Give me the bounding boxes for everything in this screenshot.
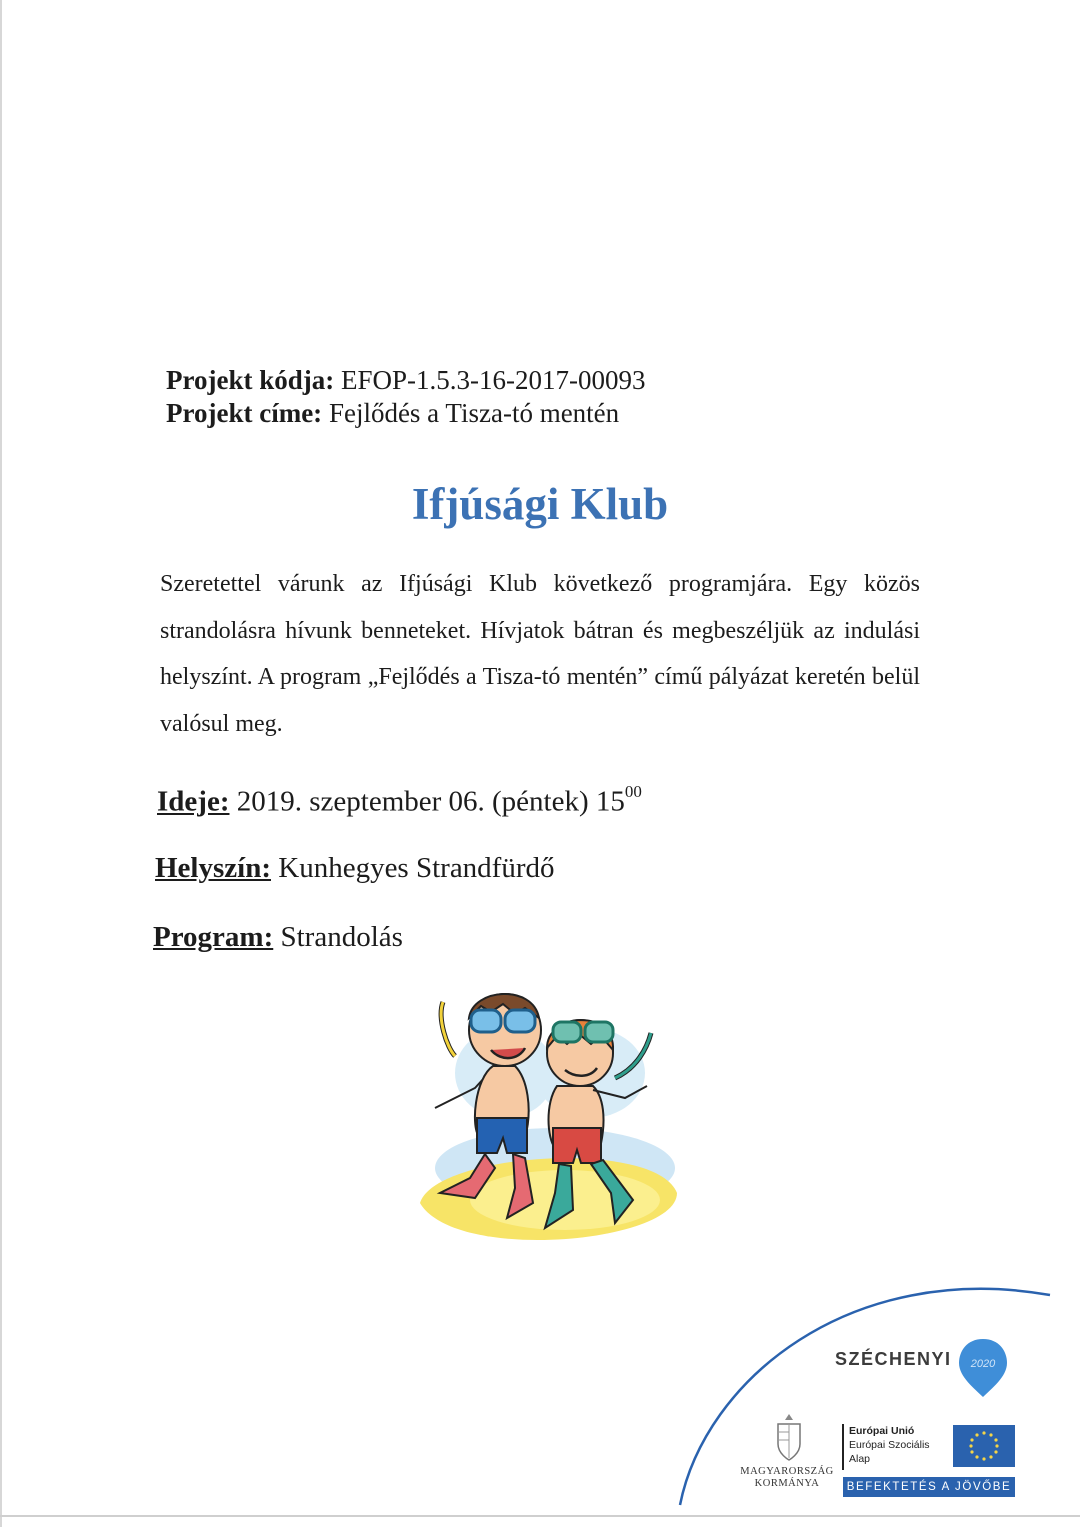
government-label xyxy=(732,1466,842,1490)
date-line xyxy=(157,782,642,819)
project-code-label: Projekt kódja: xyxy=(166,365,335,395)
hungarian-crest-icon xyxy=(772,1412,806,1462)
date-label: Ideje: xyxy=(157,785,230,818)
place-value: Kunhegyes Strandfürdő xyxy=(278,852,555,884)
program-value: Strandolás xyxy=(280,921,403,953)
scan-left-edge xyxy=(0,0,2,1527)
eu-banner: BEFEKTETÉS A JÖVŐBE xyxy=(843,1477,1015,1497)
project-title-label: Projekt címe: xyxy=(166,398,323,428)
place-label: Helyszín: xyxy=(155,852,271,884)
event-title: Ifjúsági Klub xyxy=(411,479,669,529)
project-code-line xyxy=(166,364,646,397)
government-line-1: MAGYARORSZÁG xyxy=(740,1466,834,1477)
date-value: 2019. szeptember 06. (péntek) 15 xyxy=(236,785,625,818)
program-line xyxy=(153,921,403,954)
eu-line-2: Európai Szociális xyxy=(849,1439,930,1451)
eu-flag-icon xyxy=(953,1425,1015,1467)
children-snorkeling-illustration xyxy=(415,978,683,1254)
eu-label xyxy=(849,1424,930,1466)
program-label: Program: xyxy=(153,921,274,953)
eu-line-3: Alap xyxy=(849,1453,871,1465)
project-info xyxy=(166,364,646,430)
szechenyi-pin-icon xyxy=(955,1337,1011,1399)
scan-bottom-edge xyxy=(0,1515,1080,1517)
intro-paragraph: Szeretettel várunk az Ifjúsági Klub következő programjára. Egy közös strandolásra hívunk benneteket. Hívjatok bátran és megbeszéljük az indulási helyszínt. A program „Fejlődés a Tisza-tó mentén” című pályázat keretén belül valósul meg. xyxy=(160,571,920,737)
government-line-2: KORMÁNYA xyxy=(754,1478,820,1489)
szechenyi-label: SZÉCHENYI xyxy=(835,1349,952,1369)
szechenyi-pin-text: 2020 xyxy=(970,1358,996,1370)
eu-line-1: Európai Unió xyxy=(849,1425,915,1437)
project-title-line xyxy=(166,397,646,430)
date-time-superscript: 00 xyxy=(624,782,642,801)
project-code-value: EFOP-1.5.3-16-2017-00093 xyxy=(341,365,646,395)
project-title-value: Fejlődés a Tisza-tó mentén xyxy=(328,398,620,428)
eu-divider xyxy=(842,1424,844,1470)
place-line xyxy=(155,852,555,885)
